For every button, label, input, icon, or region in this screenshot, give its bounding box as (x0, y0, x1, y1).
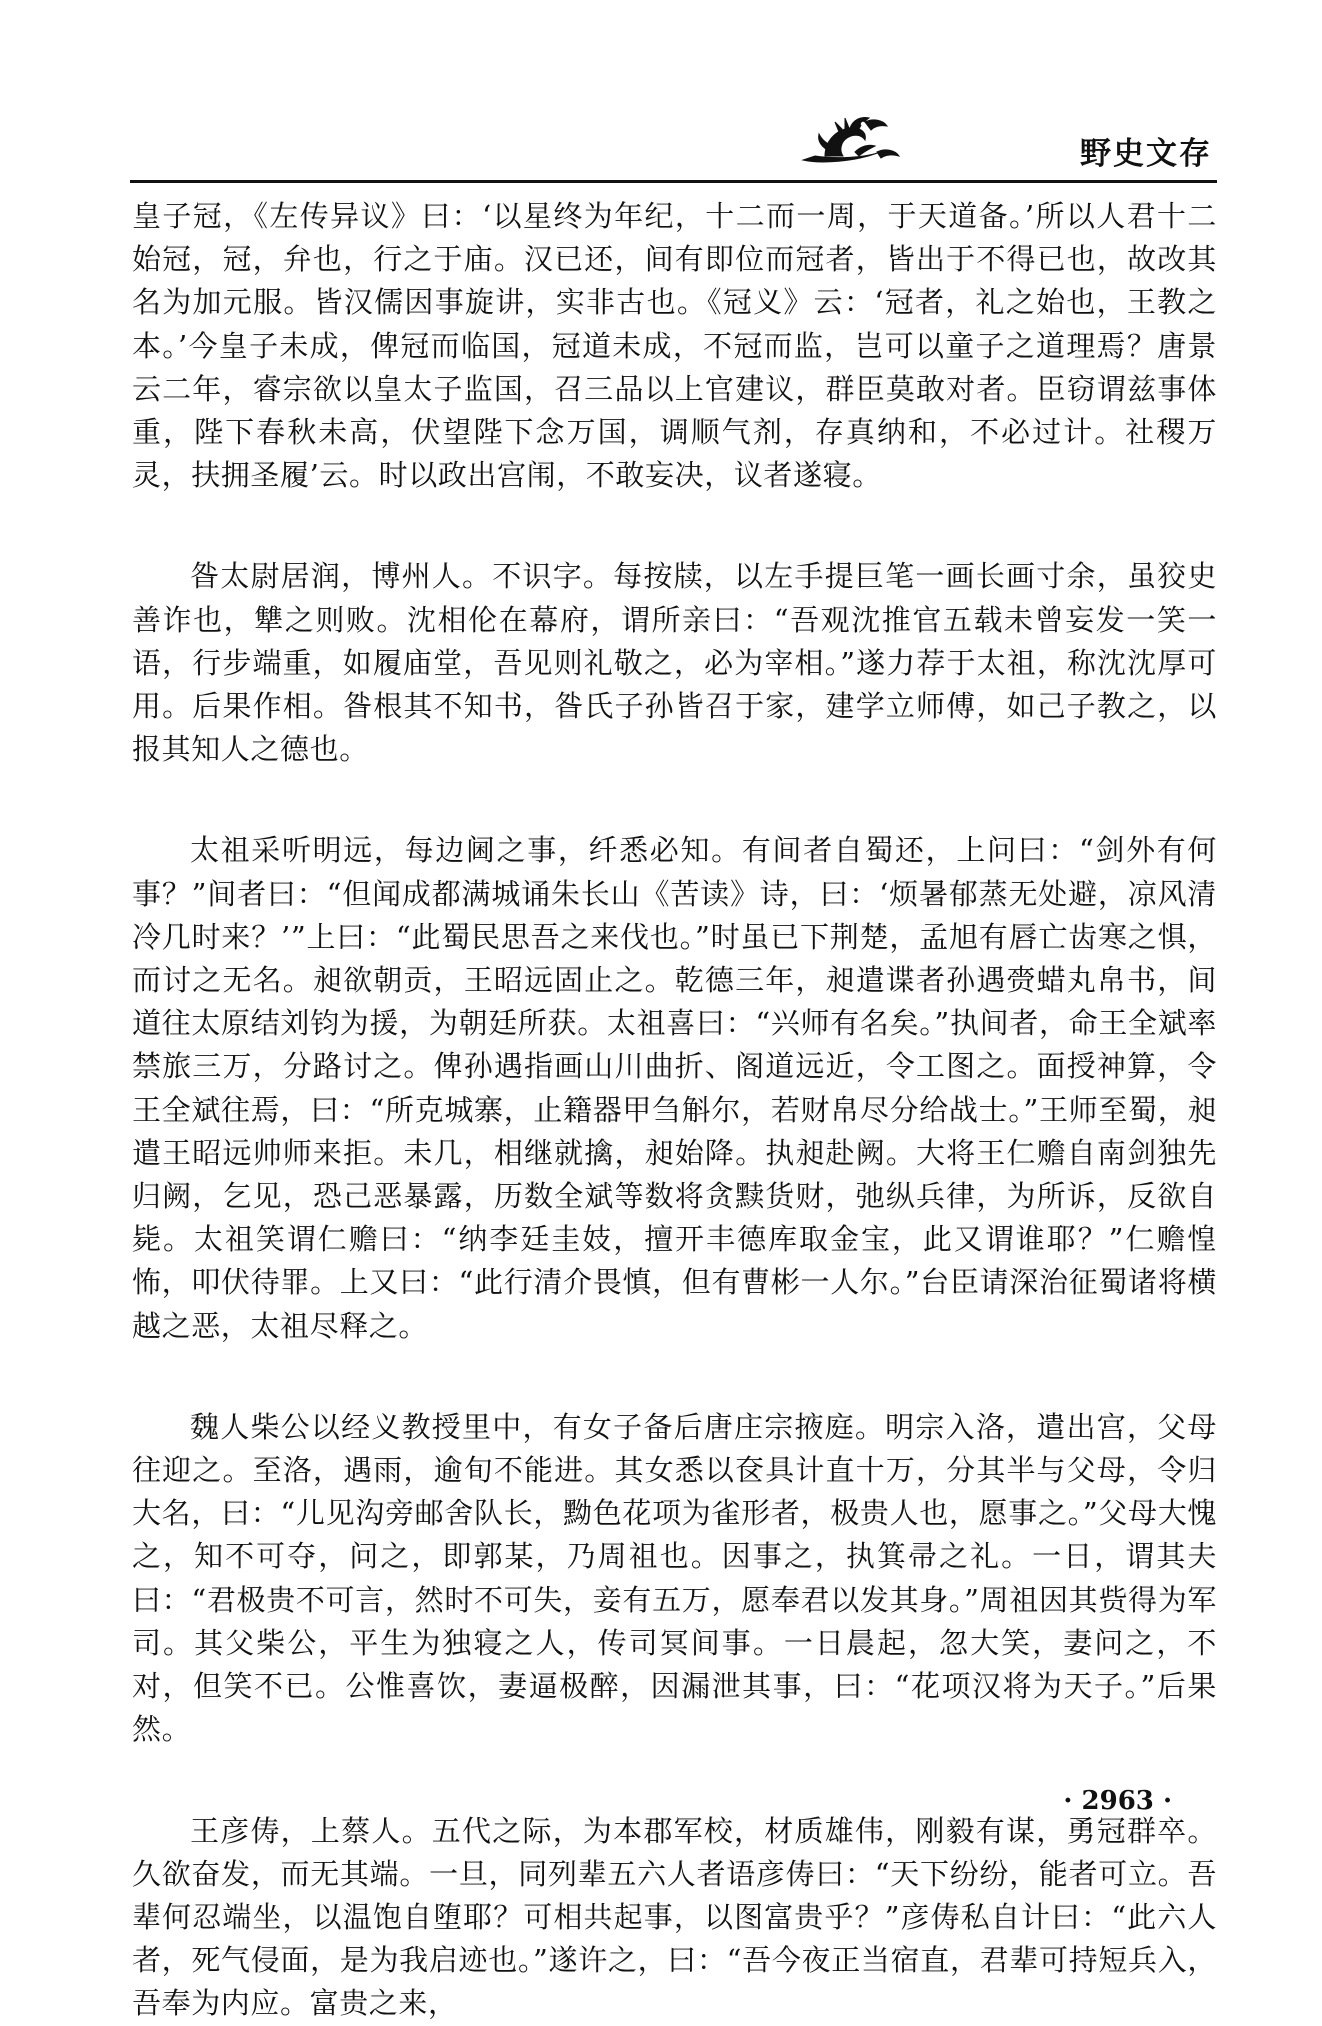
paragraph-gap (132, 771, 1217, 829)
paragraph-chai-daughter: 魏人柴公以经义教授里中，有女子备后唐庄宗掖庭。明宗入洛，遣出宫，父母往迎之。至洛，遇雨，逾旬不能进。其女悉以奁具计直十万，分其半与父母，令归大名，曰：“儿见沟旁邮舍队长，黝色花项为雀形者，极贵人也，愿事之。”父母大愧之，知不可夺，问之，即郭某，乃周祖也。因事之，执箕帚之礼。一日，谓其夫曰：“君极贵不可言，然时不可失，妾有五万，愿奉君以发其身。”周祖因其赀得为军司。其父柴公，平生为独寝之人，传司冥间事。一日晨起，忽大笑，妻问之，不对，但笑不已。公惟喜饮，妻逼极醉，因漏泄其事，曰：“花项汉将为天子。”后果然。 (132, 1409, 1217, 1747)
paragraph-imperial-capping: 皇子冠，《左传异议》曰：‘以星终为年纪，十二而一周，于天道备。’所以人君十二始冠，冠，弁也，行之于庙。汉已还，间有即位而冠者，皆出于不得已也，故改其名为加元服。皆汉儒因事旋讲，实非古也。《冠义》云：‘冠者，礼之始也，王教之本。’今皇子未成，俾冠而临国，冠道未成，不冠而监，岂可以童子之道理焉？唐景云二年，睿宗欲以皇太子监国，召三品以上官建议，群臣莫敢对者。臣窃谓兹事体重，陛下春秋未高，伏望陛下念万国，调顺气剂，存真纳和，不必过计。社稷万灵，扶拥圣履’云。时以政出宫闱，不敢妄决，议者遂寝。 (132, 199, 1217, 493)
paragraph-gap (132, 1348, 1217, 1406)
page-number: · 2963 · (1063, 1786, 1172, 1816)
paragraph-gap (132, 1752, 1217, 1810)
paragraph-wang-yanchou: 王彦俦，上蔡人。五代之际，为本郡军校，材质雄伟，刚毅有谋，勇冠群卒。久欲奋发，而无其端。一旦，同列辈五六人者语彦俦曰：“天下纷纷，能者可立。吾辈何忍端坐，以温饱自堕耶？可相共起事，以图富贵乎？”彦俦私自计曰：“此六人者，死气侵面，是为我启迹也。”遂许之，曰：“吾今夜正当宿直，君辈可持短兵入，吾奉为内应。富贵之来， (132, 1813, 1217, 2021)
book-series-title: 野史文存 (1080, 136, 1212, 172)
header-divider (130, 180, 1217, 183)
page-header (0, 0, 1322, 200)
paragraph-zan-juren: 昝太尉居润，博州人。不识字。每按牍，以左手提巨笔一画长画寸余，虽狡史善诈也，犨之则败。沈相伦在幕府，谓所亲曰：“吾观沈推官五载未曾妄发一笑一语，行步端重，如履庙堂，吾见则礼敬之，必为宰相。”遂力荐于太祖，称沈沈厚可用。后果作相。昝根其不知书，昝氏子孙皆召于家，建学立师傅，如己子教之，以报其知人之德也。 (132, 559, 1217, 767)
page-body (132, 195, 1217, 2026)
paragraph-gap (132, 497, 1217, 555)
dragon-emblem-icon (795, 112, 910, 172)
paragraph-taizu-shu-campaign: 太祖采听明远，每边阃之事，纤悉必知。有间者自蜀还，上问曰：“剑外有何事？”间者曰：“但闻成都满城诵朱长山《苦读》诗，曰：‘烦暑郁蒸无处避，凉风清冷几时来？’”上曰：“此蜀民思吾之来伐也。”时虽已下荆楚，孟旭有唇亡齿寒之惧，而讨之无名。昶欲朝贡，王昭远固止之。乾德三年，昶遣谍者孙遇赍蜡丸帛书，间道往太原结刘钧为援，为朝廷所获。太祖喜曰：“兴师有名矣。”执间者，命王全斌率禁旅三万，分路讨之。俾孙遇指画山川曲折、阁道远近，令工图之。面授神算，令王全斌往焉，曰：“所克城寨，止籍器甲刍斛尔，若财帛尽分给战士。”王师至蜀，昶遣王昭远帅师来拒。未几，相继就擒，昶始降。执昶赴阙。大将王仁赡自南剑独先归阙，乞见，恐己恶暴露，历数全斌等数将贪黩货财，弛纵兵律，为所诉，反欲自毙。太祖笑谓仁赡曰：“纳李廷圭妓，擅开丰德库取金宝，此又谓谁耶？”仁赡惶怖，叩伏待罪。上又曰：“此行清介畏慎，但有曹彬一人尔。”台臣请深治征蜀诸将横越之恶，太祖尽释之。 (132, 833, 1217, 1343)
